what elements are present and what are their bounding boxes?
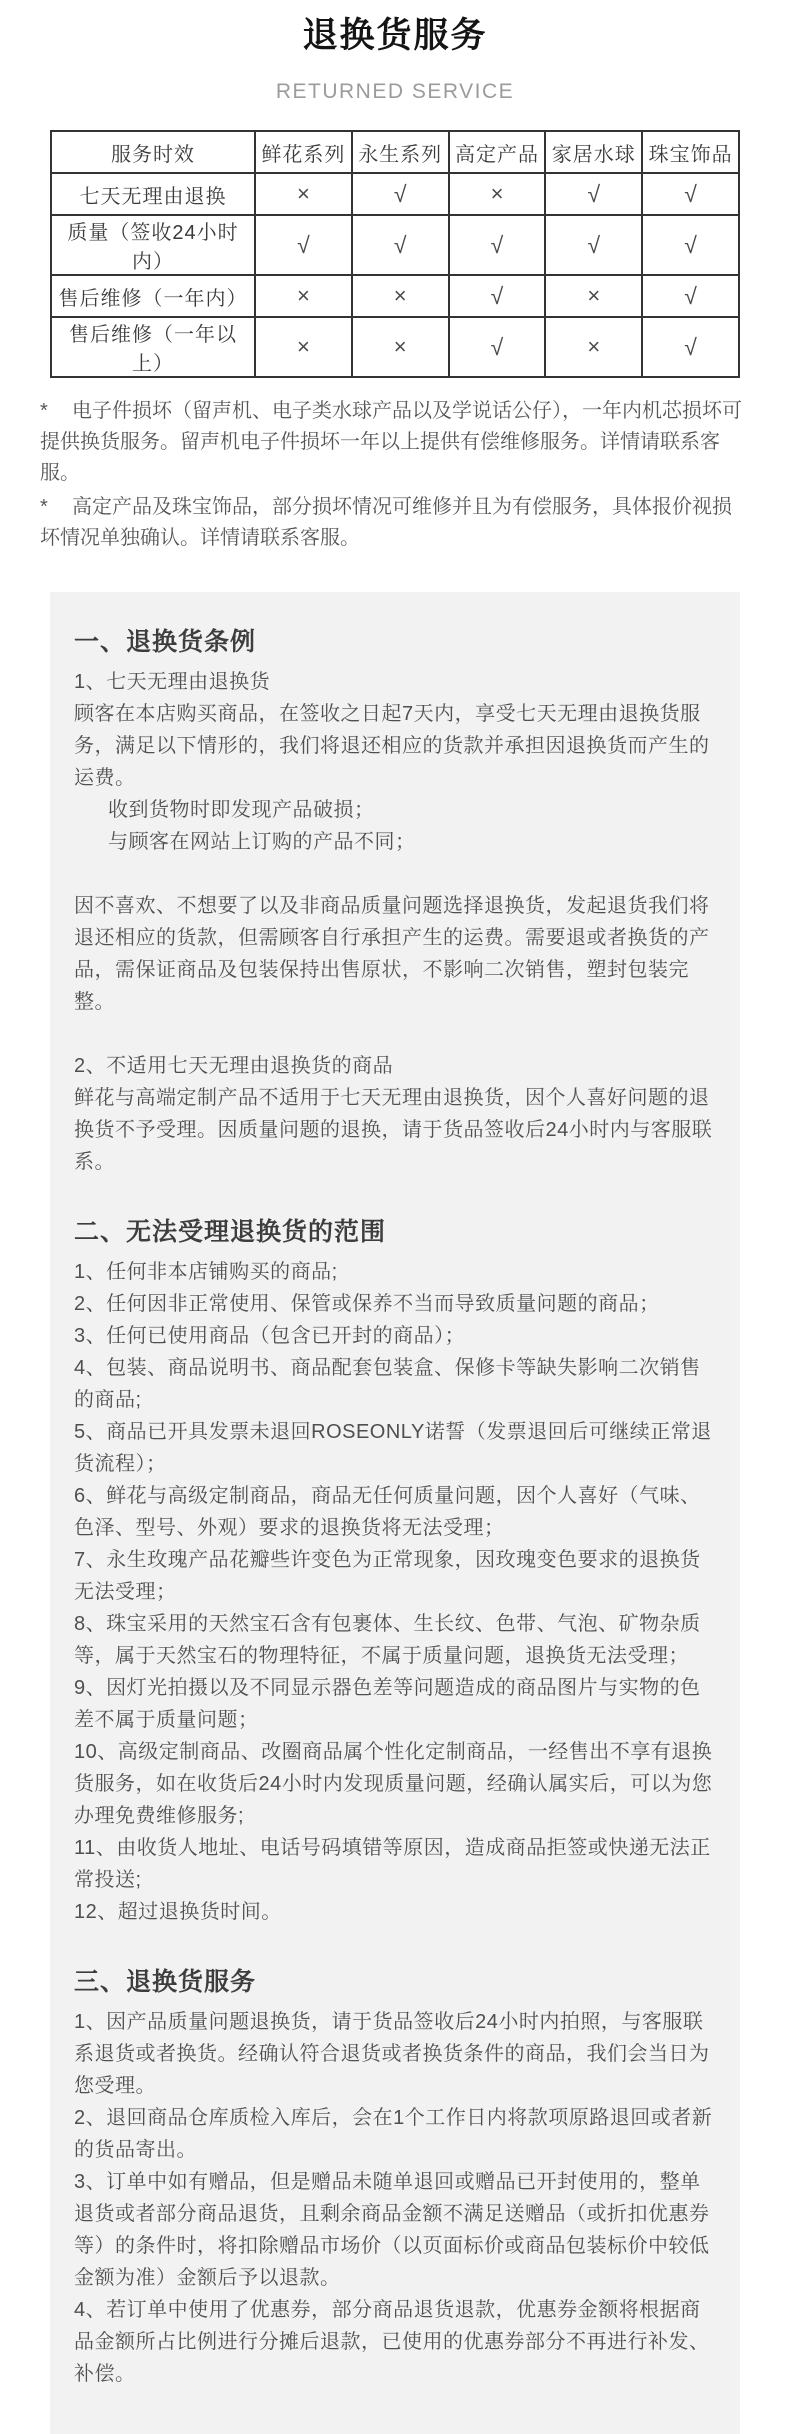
paragraph-spacer — [74, 1018, 716, 1050]
check-mark: √ — [642, 275, 739, 317]
policy-section — [74, 1962, 716, 2390]
check-mark: √ — [352, 215, 449, 275]
policy-line: 11、由收货人地址、电话号码填错等原因，造成商品拒签或快递无法正常投送; — [74, 1837, 711, 1891]
policy-line: 4、包装、商品说明书、商品配套包装盒、保修卡等缺失影响二次销售的商品; — [74, 1357, 701, 1411]
policy-line: 收到货物时即发现产品破损； — [108, 799, 375, 821]
policy-line: 顾客在本店购买商品，在签收之日起7天内，享受七天无理由退换货服务，满足以下情形的，我们将退还相应的货款并承担因退换货而产生的运费。 — [74, 703, 710, 789]
policy-line: 5、商品已开具发票未退回ROSEONLY诺誓（发票退回后可继续正常退货流程）； — [74, 1421, 712, 1475]
policy-line: 鲜花与高端定制产品不适用于七天无理由退换货，因个人喜好问题的退换货不予受理。因质量问题的退换，请于货品签收后24小时内与客服联系。 — [74, 1087, 713, 1173]
check-mark: √ — [545, 215, 642, 275]
footnote-text: 高定产品及珠宝饰品，部分损坏情况可维修并且为有偿服务，具体报价视损坏情况单独确认。详情请联系客服。 — [40, 496, 732, 549]
footnote — [40, 492, 750, 554]
policy-line: 8、珠宝采用的天然宝石含有包裹体、生长纹、色带、气泡、矿物杂质等，属于天然宝石的物理特征，不属于质量问题，退换货无法受理； — [74, 1613, 701, 1667]
policy-line: 6、鲜花与高级定制商品，商品无任何质量问题，因个人喜好（气味、色泽、型号、外观）要求的退换货将无法受理； — [74, 1485, 701, 1539]
page-subtitle: RETURNED SERVICE — [275, 80, 515, 103]
section-heading: 一、退换货条例 — [74, 628, 257, 656]
table-header-cell: 珠宝饰品 — [642, 131, 739, 173]
section-heading: 三、退换货服务 — [74, 1968, 257, 1996]
table-header-cell: 永生系列 — [352, 131, 449, 173]
policy-line: 2、不适用七天无理由退换货的商品 — [74, 1055, 394, 1077]
table-header-cell: 服务时效 — [51, 131, 255, 173]
policy-line: 12、超过退换货时间。 — [74, 1901, 282, 1923]
cross-mark: × — [255, 275, 352, 317]
policy-line: 7、永生玫瑰产品花瓣些许变色为正常现象，因玫瑰变色要求的退换货无法受理； — [74, 1549, 701, 1603]
service-table — [50, 130, 740, 378]
footnote-marker: * — [40, 496, 48, 518]
check-mark: √ — [449, 215, 546, 275]
policy-line: 1、七天无理由退换货 — [74, 671, 271, 693]
table-row-label: 七天无理由退换 — [51, 173, 255, 215]
footnote-marker: * — [40, 400, 48, 422]
table-row — [51, 317, 739, 377]
table-row — [51, 215, 739, 275]
table-row-label: 售后维修（一年以上） — [51, 317, 255, 377]
check-mark: √ — [642, 317, 739, 377]
cross-mark: × — [449, 173, 546, 215]
table-row — [51, 173, 739, 215]
check-mark: √ — [642, 215, 739, 275]
table-header-cell: 高定产品 — [449, 131, 546, 173]
cross-mark: × — [352, 317, 449, 377]
check-mark: √ — [352, 173, 449, 215]
section-heading: 二、无法受理退换货的范围 — [74, 1218, 387, 1246]
footnotes — [40, 396, 750, 554]
cross-mark: × — [545, 275, 642, 317]
policy-line: 与顾客在网站上订购的产品不同； — [108, 831, 416, 853]
table-row-label: 质量（签收24小时内） — [51, 215, 255, 275]
service-table-body — [51, 173, 739, 377]
policy-panel — [50, 592, 740, 2434]
policy-line: 因不喜欢、不想要了以及非商品质量问题选择退换货，发起退货我们将退还相应的货款，但需顾客自行承担产生的运费。需要退或者换货的产品，需保证商品及包装保持出售原状，不影响二次销售，塑封包装完整。 — [74, 895, 710, 1013]
cross-mark: × — [545, 317, 642, 377]
table-row-label: 售后维修（一年内） — [51, 275, 255, 317]
paragraph-spacer — [74, 858, 716, 890]
cross-mark: × — [352, 275, 449, 317]
check-mark: √ — [642, 173, 739, 215]
policy-line: 1、任何非本店铺购买的商品; — [74, 1261, 338, 1283]
cross-mark: × — [255, 173, 352, 215]
policy-line: 10、高级定制商品、改圈商品属个性化定制商品，一经售出不享有退换货服务，如在收货后24小时内发现质量问题，经确认属实后，可以为您办理免费维修服务; — [74, 1741, 713, 1827]
footnote — [40, 396, 750, 489]
check-mark: √ — [255, 215, 352, 275]
cross-mark: × — [255, 317, 352, 377]
policy-line: 1、因产品质量问题退换货，请于货品签收后24小时内拍照，与客服联系退货或者换货。经确认符合退货或者换货条件的商品，我们会当日为您受理。 — [74, 2011, 710, 2097]
check-mark: √ — [449, 275, 546, 317]
page-title: 退换货服务 — [302, 16, 488, 55]
policy-section — [74, 1212, 716, 1928]
check-mark: √ — [545, 173, 642, 215]
policy-line: 9、因灯光拍摄以及不同显示器色差等问题造成的商品图片与实物的色差不属于质量问题； — [74, 1677, 701, 1731]
policy-line: 2、退回商品仓库质检入库后，会在1个工作日内将款项原路退回或者新的货品寄出。 — [74, 2107, 713, 2161]
table-row — [51, 275, 739, 317]
table-header-cell: 鲜花系列 — [255, 131, 352, 173]
policy-line: 3、订单中如有赠品，但是赠品未随单退回或赠品已开封使用的，整单退货或者部分商品退货，且剩余商品金额不满足送赠品（或折扣优惠券等）的条件时，将扣除赠品市场价（以页面标价或商品包装标价中较低金额为准）金额后予以退款。 — [74, 2171, 710, 2289]
policy-line: 3、任何已使用商品（包含已开封的商品）； — [74, 1325, 466, 1347]
check-mark: √ — [449, 317, 546, 377]
footnote-text: 电子件损坏（留声机、电子类水球产品以及学说话公仔），一年内机芯损坏可提供换货服务。留声机电子件损坏一年以上提供有偿维修服务。详情请联系客服。 — [40, 400, 742, 484]
table-header-cell: 家居水球 — [545, 131, 642, 173]
policy-line: 4、若订单中使用了优惠券，部分商品退货退款，优惠券金额将根据商品金额所占比例进行分摊后退款，已使用的优惠券部分不再进行补发、补偿。 — [74, 2299, 710, 2385]
policy-section — [74, 622, 716, 1178]
policy-line: 2、任何因非正常使用、保管或保养不当而导致质量问题的商品； — [74, 1293, 660, 1315]
service-table-head-row — [51, 131, 739, 173]
